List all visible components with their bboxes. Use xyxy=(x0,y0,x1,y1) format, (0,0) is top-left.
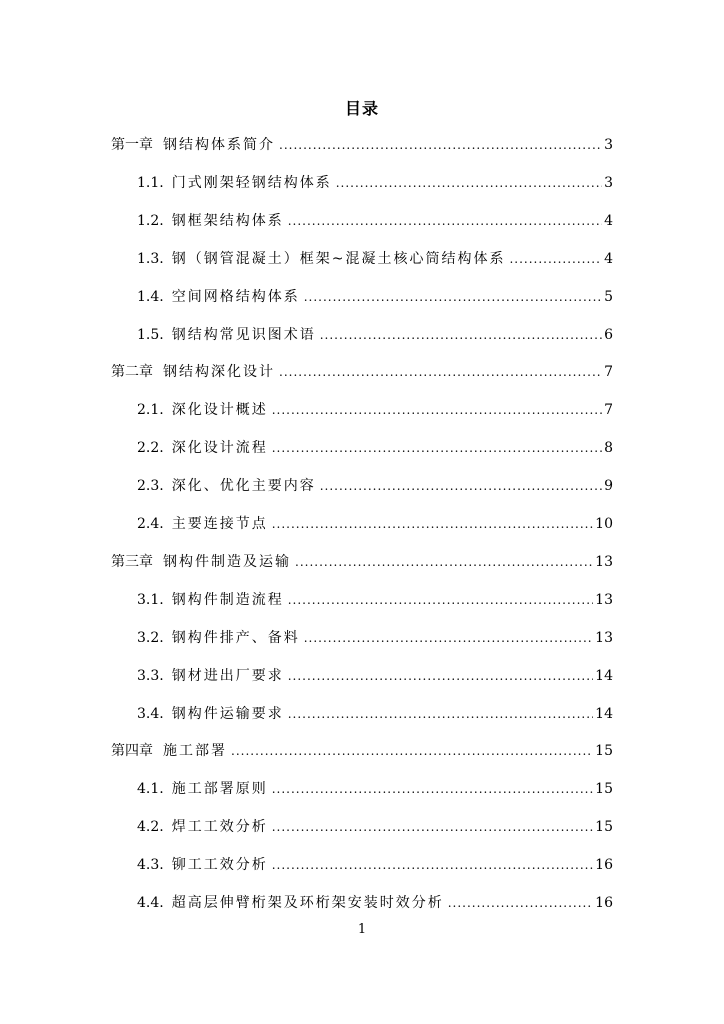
toc-entry-number: 第一章 xyxy=(111,137,153,153)
toc-entry-title: 施工部署原则 xyxy=(171,781,268,798)
toc-entry-title: 超高层伸臂桁架及环桁架安装时效分析 xyxy=(171,895,444,911)
toc-entry-title: 空间网格结构体系 xyxy=(171,288,300,305)
toc-chapter-entry[interactable] xyxy=(111,551,613,575)
toc-entry-page: 16 xyxy=(595,857,613,874)
toc-entry-number: 1.4. xyxy=(137,288,164,305)
toc-section-entry[interactable] xyxy=(137,665,613,689)
toc-dot-leader xyxy=(272,858,593,872)
toc-section-entry[interactable] xyxy=(137,778,613,802)
toc-dot-leader xyxy=(509,252,602,266)
toc-entry-title: 钢构件制造流程 xyxy=(171,591,284,608)
toc-dot-leader xyxy=(288,669,593,683)
toc-section-entry[interactable] xyxy=(137,248,613,272)
toc-entry-page: 13 xyxy=(595,553,613,570)
toc-entry-title: 焊工工效分析 xyxy=(171,819,268,836)
toc-dot-leader xyxy=(304,290,602,304)
toc-entry-number: 2.4. xyxy=(137,516,164,532)
toc-section-entry[interactable] xyxy=(137,513,613,537)
toc-section-entry[interactable] xyxy=(137,475,613,499)
toc-entry-title: 钢构件运输要求 xyxy=(171,705,284,722)
toc-entry-title: 钢结构体系简介 xyxy=(163,137,275,153)
toc-entry-page: 3 xyxy=(604,137,613,153)
toc-entry-page: 13 xyxy=(595,629,613,646)
toc-dot-leader xyxy=(272,820,593,834)
toc-dot-leader xyxy=(336,176,602,190)
toc-entry-number: 3.2. xyxy=(137,629,164,646)
toc-entry-page: 9 xyxy=(604,478,613,495)
page-number-footer: 1 xyxy=(357,922,367,937)
toc-chapter-entry[interactable] xyxy=(111,134,613,158)
toc-entry-page: 14 xyxy=(595,667,613,684)
toc-entry-page: 15 xyxy=(595,819,613,836)
toc-dot-leader xyxy=(295,555,593,569)
toc-section-entry[interactable] xyxy=(137,210,613,234)
toc-entry-number: 第三章 xyxy=(111,553,153,570)
toc-dot-leader xyxy=(272,441,602,455)
toc-entry-number: 第二章 xyxy=(111,364,153,381)
toc-chapter-entry[interactable] xyxy=(111,361,613,385)
toc-entry-number: 4.1. xyxy=(137,781,164,798)
toc-entry-page: 13 xyxy=(595,591,613,608)
toc-dot-leader xyxy=(272,517,593,531)
toc-entry-page: 15 xyxy=(595,743,613,760)
toc-entry-number: 1.5. xyxy=(137,326,164,343)
toc-section-entry[interactable] xyxy=(137,399,613,423)
toc-entry-title: 钢结构深化设计 xyxy=(163,364,275,381)
toc-section-entry[interactable] xyxy=(137,437,613,461)
toc-entry-title: 钢构件排产、备料 xyxy=(171,629,300,646)
toc-dot-leader xyxy=(279,365,602,379)
toc-entry-page: 15 xyxy=(595,781,613,798)
toc-entry-number: 1.2. xyxy=(137,212,164,229)
toc-entry-number: 3.1. xyxy=(137,591,164,608)
toc-dot-leader xyxy=(279,138,602,152)
toc-dot-leader xyxy=(231,744,593,758)
toc-chapter-entry[interactable] xyxy=(111,740,613,764)
toc-entry-number: 4.2. xyxy=(137,819,164,836)
toc-entry-page: 16 xyxy=(595,895,613,911)
toc-entry-title: 深化设计概述 xyxy=(171,402,268,419)
toc-section-entry[interactable] xyxy=(137,892,613,916)
toc-entry-page: 10 xyxy=(595,516,613,532)
toc-entry-title: 钢框架结构体系 xyxy=(171,212,284,229)
toc-entry-title: 钢（钢管混凝土）框架~混凝土核心筒结构体系 xyxy=(171,250,506,267)
toc-entry-title: 门式刚架轻钢结构体系 xyxy=(171,174,332,191)
toc-dot-leader xyxy=(288,707,593,721)
toc-entry-page: 7 xyxy=(604,402,613,419)
toc-entry-title: 钢结构常见识图术语 xyxy=(171,326,316,343)
toc-entry-number: 4.3. xyxy=(137,857,164,874)
toc-dot-leader xyxy=(448,896,593,910)
toc-dot-leader xyxy=(320,328,602,342)
toc-entry-number: 2.1. xyxy=(137,402,164,419)
toc-dot-leader xyxy=(272,403,602,417)
toc-entry-title: 深化、优化主要内容 xyxy=(171,478,316,495)
toc-entry-page: 3 xyxy=(604,174,613,191)
toc-entry-title: 施工部署 xyxy=(163,743,227,760)
toc-section-entry[interactable] xyxy=(137,854,613,878)
toc-entry-number: 4.4. xyxy=(137,895,164,911)
toc-dot-leader xyxy=(304,631,593,645)
toc-section-entry[interactable] xyxy=(137,589,613,613)
toc-entry-title: 铆工工效分析 xyxy=(171,857,268,874)
toc-entry-title: 钢材进出厂要求 xyxy=(171,667,284,684)
toc-section-entry[interactable] xyxy=(137,627,613,651)
toc-entry-number: 第四章 xyxy=(111,743,153,760)
toc-section-entry[interactable] xyxy=(137,703,613,727)
toc-dot-leader xyxy=(320,479,602,493)
toc-title: 目录 xyxy=(344,99,379,118)
toc-entry-page: 4 xyxy=(604,250,613,267)
toc-entry-title: 主要连接节点 xyxy=(171,516,268,532)
toc-entry-title: 深化设计流程 xyxy=(171,440,268,457)
toc-entry-number: 2.2. xyxy=(137,440,164,457)
toc-entry-page: 7 xyxy=(604,364,613,381)
toc-entry-page: 4 xyxy=(604,212,613,229)
toc-entry-page: 6 xyxy=(604,326,613,343)
toc-section-entry[interactable] xyxy=(137,816,613,840)
toc-section-entry[interactable] xyxy=(137,172,613,196)
toc-entry-number: 3.4. xyxy=(137,705,164,722)
toc-entry-number: 1.1. xyxy=(137,174,164,191)
toc-entry-page: 14 xyxy=(595,705,613,722)
toc-entry-title: 钢构件制造及运输 xyxy=(163,553,291,570)
toc-dot-leader xyxy=(272,782,593,796)
toc-entry-number: 3.3. xyxy=(137,667,164,684)
toc-entry-page: 5 xyxy=(604,288,613,305)
toc-entry-page: 8 xyxy=(604,440,613,457)
toc-entry-number: 2.3. xyxy=(137,478,164,495)
toc-dot-leader xyxy=(288,593,593,607)
toc-section-entry[interactable] xyxy=(137,324,613,348)
toc-section-entry[interactable] xyxy=(137,286,613,310)
toc-dot-leader xyxy=(288,214,602,228)
toc-entry-number: 1.3. xyxy=(137,250,164,267)
